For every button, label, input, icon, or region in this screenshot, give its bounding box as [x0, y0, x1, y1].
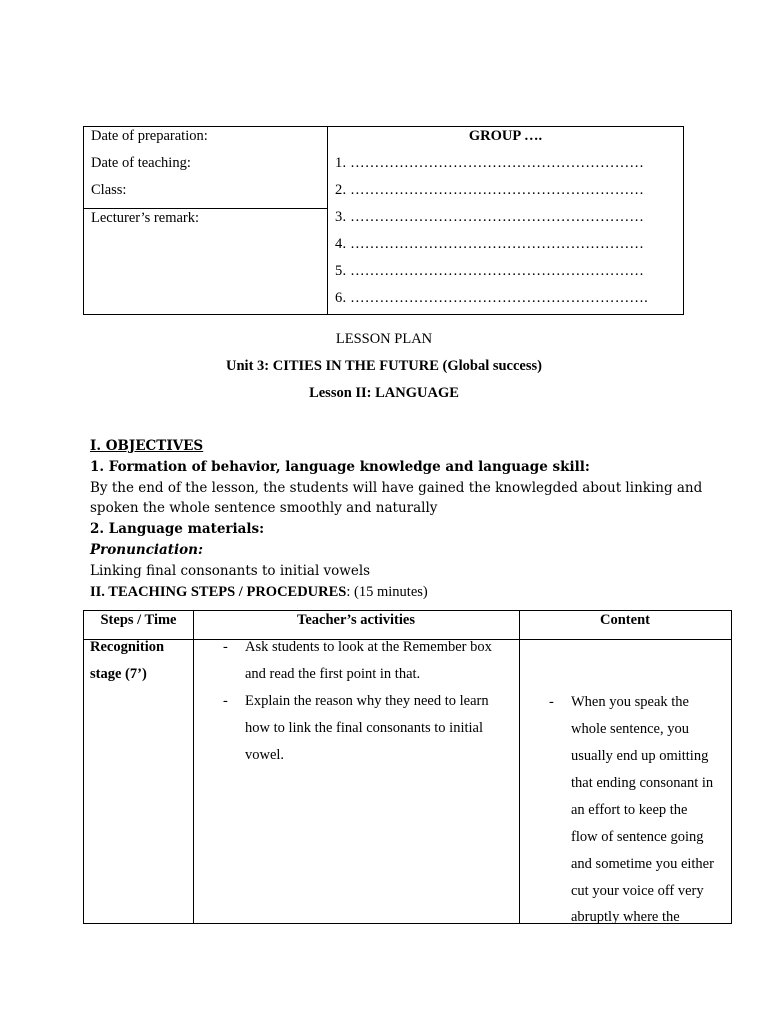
content-line: an effort to keep the: [571, 802, 688, 818]
group-member-line: 4. ……………………………………………………: [335, 236, 645, 252]
activity-line: Ask students to look at the Remember box: [245, 639, 492, 655]
table-header-row: [84, 611, 731, 640]
column-divider: [193, 611, 194, 923]
header-teacher-activities: Teacher’s activities: [297, 612, 415, 628]
lesson-title: Lesson II: LANGUAGE: [309, 385, 459, 401]
group-column: [328, 127, 683, 314]
content-line: cut your voice off very: [571, 883, 704, 899]
group-member-line: 2. ……………………………………………………: [335, 182, 645, 198]
info-dates-block: [84, 127, 327, 209]
content-line: that ending consonant in: [571, 775, 714, 791]
header-content: Content: [600, 612, 650, 628]
activity-line: how to link the final consonants to initial: [245, 720, 484, 736]
bullet-dash: -: [223, 693, 228, 709]
activity-line: and read the first point in that.: [245, 666, 421, 682]
pronunciation-text: Linking final consonants to initial vowels: [90, 563, 371, 579]
content-line: whole sentence, you: [571, 721, 689, 737]
procedures-duration: : (15 minutes): [346, 584, 428, 600]
bullet-dash: -: [223, 639, 228, 655]
date-of-teaching: Date of teaching:: [91, 155, 191, 171]
info-left-column: [84, 127, 328, 314]
activity-line: Explain the reason why they need to learn: [245, 693, 489, 709]
group-title: GROUP ….: [468, 128, 543, 144]
date-of-preparation: Date of preparation:: [91, 128, 208, 144]
stage-name: Recognition: [90, 639, 165, 655]
group-member-line: 1. ……………………………………………………: [335, 155, 645, 171]
content-line: flow of sentence going: [571, 829, 704, 845]
lesson-plan-title: LESSON PLAN: [335, 331, 433, 347]
header-steps-time: Steps / Time: [100, 612, 177, 628]
formation-heading: 1. Formation of behavior, language knowledge and language skill:: [90, 459, 590, 475]
procedures-heading: II. TEACHING STEPS / PROCEDURES: [90, 584, 347, 600]
pronunciation-label: Pronunciation:: [90, 542, 203, 558]
group-member-line: 5. ……………………………………………………: [335, 263, 645, 279]
formation-text-line: By the end of the lesson, the students will have gained the knowlegded about linking and: [90, 480, 703, 496]
stage-time: stage (7’): [90, 666, 147, 682]
steps-table: [83, 610, 732, 924]
unit-title: Unit 3: CITIES IN THE FUTURE (Global success): [226, 358, 542, 374]
info-table: [83, 126, 684, 315]
group-member-line: 6. …………………………………………………….: [335, 290, 648, 306]
formation-text-line: spoken the whole sentence smoothly and naturally: [90, 500, 438, 516]
content-line: When you speak the: [571, 694, 689, 710]
objectives-heading: I. OBJECTIVES: [90, 438, 204, 454]
content-line: usually end up omitting: [571, 748, 709, 764]
content-line: abruptly where the: [571, 909, 680, 925]
procedures-heading-line: [90, 584, 428, 601]
lecturer-remark: Lecturer’s remark:: [91, 210, 200, 226]
bullet-dash: -: [549, 694, 554, 710]
materials-heading: 2. Language materials:: [90, 521, 265, 537]
column-divider: [519, 611, 520, 923]
activity-line: vowel.: [245, 747, 285, 763]
group-member-line: 3. ……………………………………………………: [335, 209, 645, 225]
content-line: and sometime you either: [571, 856, 714, 872]
class-label: Class:: [91, 182, 127, 198]
